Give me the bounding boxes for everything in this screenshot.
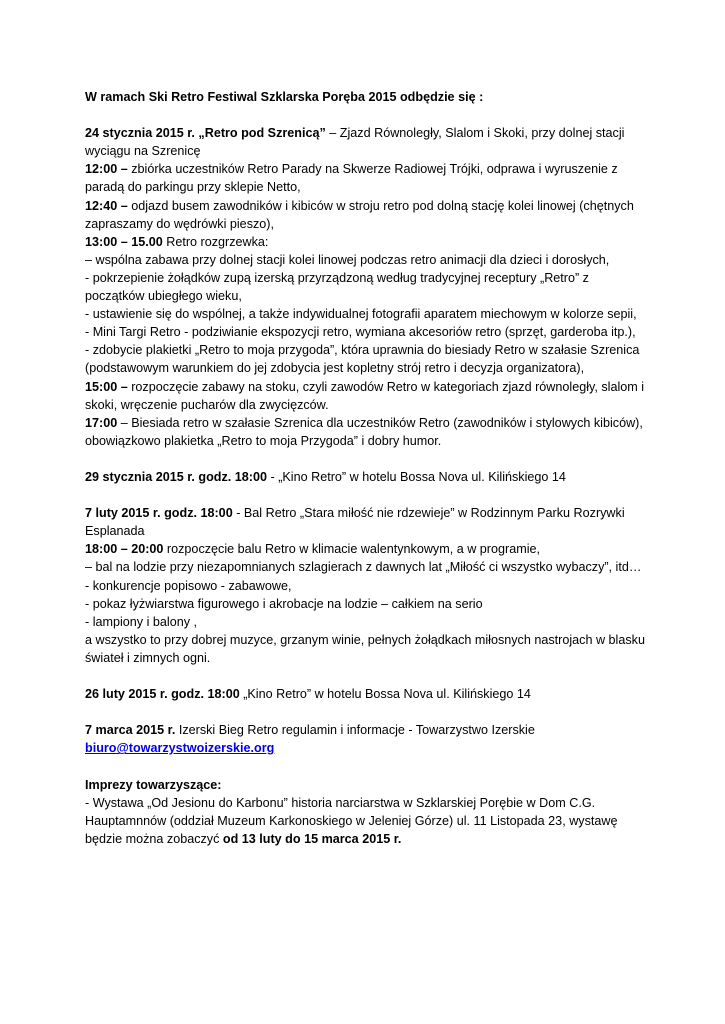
event4: 26 luty 2015 r. godz. 18:00 „Kino Retro” w hotelu Bossa Nova ul. Kilińskiego 14: [85, 687, 531, 702]
event1-item: 13:00 – 15.00 Retro rozgrzewka:: [85, 234, 269, 249]
document-heading: W ramach Ski Retro Festiwal Szklarska Poręba 2015 odbędzie się :: [85, 90, 484, 104]
event5: 7 marca 2015 r. Izerski Bieg Retro regulamin i informacje - Towarzystwo Izerskie biuro@towarzystwoizerskie.org: [85, 723, 535, 756]
side-events-heading: Imprezy towarzyszące:: [85, 777, 222, 792]
side-events-text: - Wystawa „Od Jesionu do Karbonu” historia narciarstwa w Szklarskiej Porębie w Dom C.G. Hauptamnnów (oddział Muzeum Karkonoskiego w Jeleniej Górze) ul. 11 Listopada 23, wystawę będzie można zobaczyć od 13 luty do 15 marca 2015 r.: [85, 795, 618, 846]
event1-header: 24 stycznia 2015 r. „Retro pod Szrenicą” – Zjazd Równoległy, Slalom i Skoki, przy dolnej stacji wyciągu na Szrenicę: [85, 126, 625, 159]
event1-item: 12:40 – odjazd busem zawodników i kibiców w stroju retro pod dolną stację kolei linowej (chętnych zapraszamy do wędrówki pieszo),: [85, 198, 634, 231]
event3-bullet: a wszystko to przy dobrej muzyce, grzanym winie, pełnych żołądkach miłosnych nastrojach w blasku świateł i zimnych ogni.: [85, 632, 645, 665]
event1-bullet: - Mini Targi Retro - podziwianie ekspozycji retro, wymiana akcesoriów retro (sprzęt, garderoba itp.),: [85, 325, 636, 340]
event1-item: 12:00 – zbiórka uczestników Retro Parady na Skwerze Radiowej Trójki, odprawa i wyruszenie z paradą do parkingu przy sklepie Netto,: [85, 162, 618, 195]
event3-bullet: - lampiony i balony ,: [85, 614, 197, 629]
event1-bullet: – wspólna zabawa przy dolnej stacji kolei linowej podczas retro animacji dla dzieci i dorosłych,: [85, 252, 610, 267]
event3-bullet: – bal na lodzie przy niezapomnianych szlagierach z dawnych lat „Miłość ci wszystko wybaczy”, itd…: [85, 560, 642, 575]
event1-bullet: - pokrzepienie żołądków zupą izerską przyrządzoną według tradycyjnej receptury „Retro” z początków ubiegłego wieku,: [85, 270, 589, 304]
email-link[interactable]: biuro@towarzystwoizerskie.org: [85, 741, 275, 756]
event1-item: 15:00 – rozpoczęcie zabawy na stoku, czyli zawodów Retro w kategoriach zjazd równoległy, slalom i skoki, wręczenie pucharów dla zwycięzców.: [85, 379, 645, 412]
event3-header: 7 luty 2015 r. godz. 18:00 - Bal Retro „Stara miłość nie rdzewieje” w Rodzinnym Parku Rozrywki Esplanada: [85, 506, 625, 539]
event1-bullet: - ustawienie się do wspólnej, a także indywidualnej fotografii aparatem miechowym w kolorze sepii,: [85, 307, 637, 322]
event3-time: 18:00 – 20:00 rozpoczęcie balu Retro w klimacie walentynkowym, a w programie,: [85, 542, 540, 557]
event2: 29 stycznia 2015 r. godz. 18:00 - „Kino Retro” w hotelu Bossa Nova ul. Kilińskiego 14: [85, 469, 566, 484]
event3-bullet: - pokaz łyżwiarstwa figurowego i akrobacje na lodzie – całkiem na serio: [85, 596, 483, 611]
event1-date: 24 stycznia 2015 r. „Retro pod Szrenicą”: [85, 126, 326, 141]
event3-bullet: - konkurencje popisowo - zabawowe,: [85, 578, 292, 593]
event1-bullet: - zdobycie plakietki „Retro to moja przygoda”, która uprawnia do biesiady Retro w szałasie Szrenica (podstawowym warunkiem do jej zdobycia jest kopletny strój retro i decyzja organizatora),: [85, 343, 640, 376]
document-page: [85, 88, 645, 848]
event1-item: 17:00 – Biesiada retro w szałasie Szrenica dla uczestników Retro (zawodników i stylowych kibiców), obowiązkowo plakietka „Retro to moja Przygoda” i dobry humor.: [85, 415, 643, 448]
